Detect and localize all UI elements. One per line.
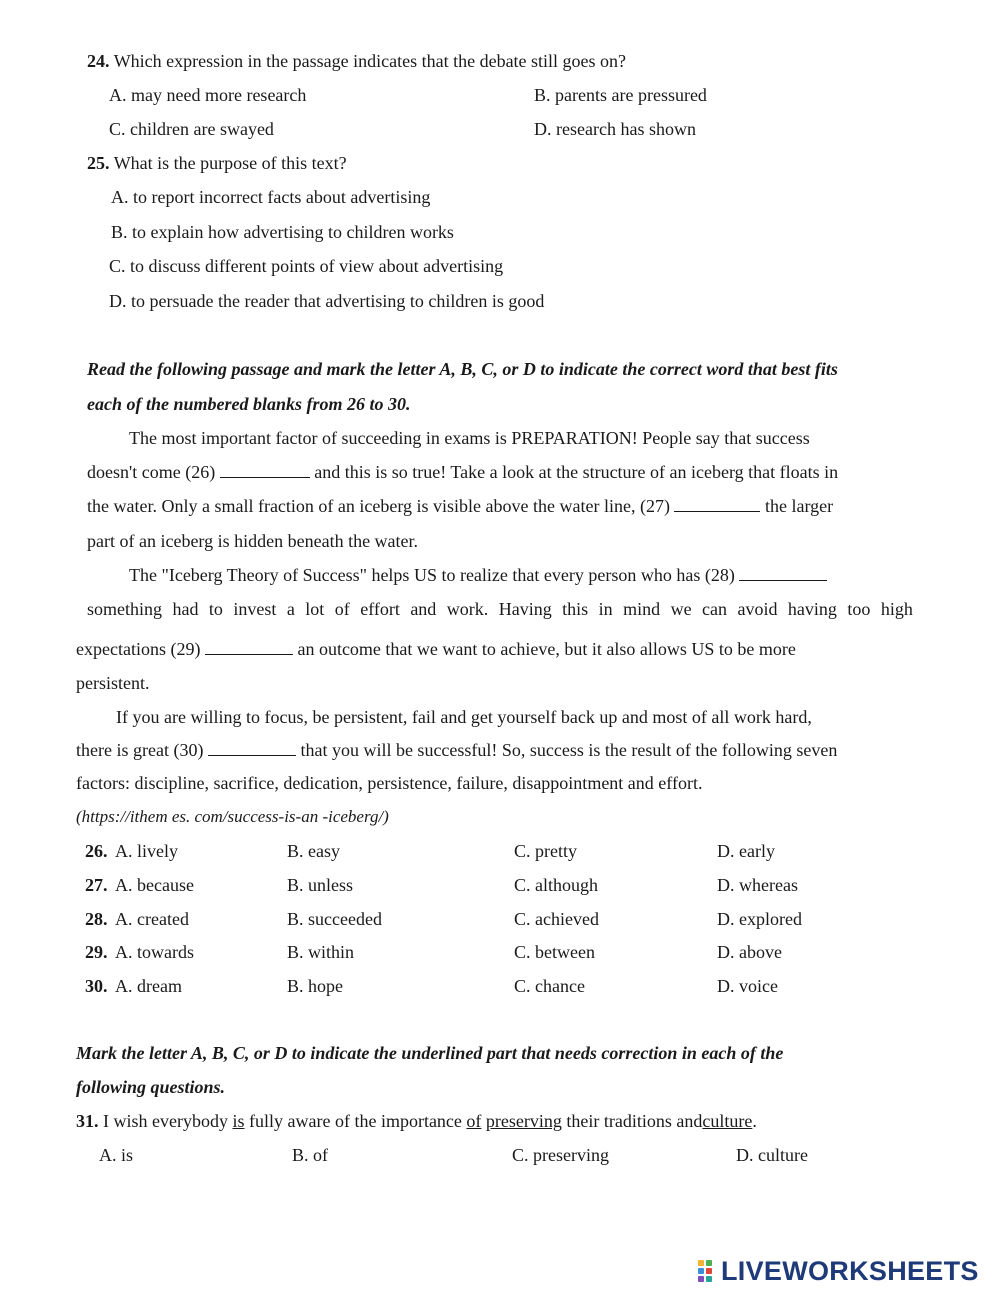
option-25-d: D. to persuade the reader that advertising to children is good: [109, 291, 545, 311]
word: this: [562, 599, 589, 619]
option-24-a: A. may need more research: [109, 85, 307, 105]
question-stem: What is the purpose of this text?: [113, 153, 347, 173]
option-31-d: D. culture: [736, 1145, 808, 1165]
word: Having: [498, 599, 552, 619]
word: had: [172, 599, 199, 619]
underlined-part-c: preserving: [485, 1111, 562, 1131]
word: something: [87, 599, 162, 619]
option-31-a: A. is: [99, 1145, 134, 1165]
option-24-c: C. children are swayed: [109, 119, 274, 139]
question-25: [87, 152, 347, 174]
source-citation: (https://ithem es. com/success-is-an -iceberg/): [76, 807, 389, 826]
question-stem: Which expression in the passage indicates that the debate still goes on?: [113, 51, 627, 71]
passage-p1-line-4: part of an iceberg is hidden beneath the water.: [87, 531, 419, 551]
answer-option-c: C. achieved: [514, 909, 599, 929]
underlined-part-b: of: [466, 1111, 482, 1131]
option-31-b: B. of: [292, 1145, 328, 1165]
answer-option-d: D. explored: [717, 909, 802, 929]
passage-p2-line-2: [87, 598, 913, 620]
word: lot: [305, 599, 325, 619]
passage-text: the larger: [764, 496, 834, 516]
answer-option-c: C. between: [514, 942, 595, 962]
answer-option-b: B. succeeded: [287, 909, 382, 929]
passage-p3-line-2: [76, 739, 837, 761]
section-3-instruction-line-1: Mark the letter A, B, C, or D to indicate the underlined part that needs correction in each of the: [76, 1043, 784, 1063]
answer-option-b: B. easy: [287, 841, 340, 861]
blank-27: [674, 495, 760, 512]
option-24-b: B. parents are pressured: [534, 85, 707, 105]
word: effort: [360, 599, 400, 619]
word: to: [208, 599, 223, 619]
section-3-instruction-line-2: following questions.: [76, 1077, 226, 1097]
passage-p3-line-3: factors: discipline, sacrifice, dedication, persistence, failure, disappointment and effort.: [76, 773, 703, 793]
answer-number: 28.: [85, 909, 108, 929]
answer-option-b: B. unless: [287, 875, 354, 895]
word: too: [847, 599, 871, 619]
liveworksheets-logo: [697, 1256, 979, 1286]
option-25-b: B. to explain how advertising to children works: [111, 222, 454, 242]
question-31: [76, 1110, 757, 1132]
question-text: fully aware of the importance: [249, 1111, 462, 1131]
passage-text: expectations (29): [76, 639, 201, 659]
passage-text: and this is so true! Take a look at the structure of an iceberg that floats in: [314, 462, 839, 482]
question-number: 25.: [87, 153, 110, 173]
passage-text: an outcome that we want to achieve, but it also allows US to be more: [297, 639, 796, 659]
passage-p3-line-1: If you are willing to focus, be persistent, fail and get yourself back up and most of all work hard,: [116, 707, 812, 727]
answer-option-d: D. above: [717, 942, 782, 962]
answer-option-a: A. lively: [115, 841, 178, 861]
answer-number: 26.: [85, 841, 108, 861]
answer-option-c: C. pretty: [514, 841, 577, 861]
underlined-part-a: is: [232, 1111, 245, 1131]
question-number: 31.: [76, 1111, 99, 1131]
answer-option-a: A. dream: [115, 976, 182, 996]
word: can: [702, 599, 728, 619]
question-number: 24.: [87, 51, 110, 71]
passage-p2-line-4: persistent.: [76, 673, 150, 693]
section-2-instruction-line-2: each of the numbered blanks from 26 to 30.: [87, 394, 411, 414]
answer-option-d: D. early: [717, 841, 775, 861]
word: avoid: [737, 599, 778, 619]
passage-text: that you will be successful! So, success is the result of the following seven: [300, 740, 838, 760]
answer-option-a: A. towards: [115, 942, 194, 962]
passage-text: the water. Only a small fraction of an iceberg is visible above the water line, (27): [87, 496, 670, 516]
answer-option-a: A. because: [115, 875, 194, 895]
word: invest: [233, 599, 277, 619]
word: and: [410, 599, 437, 619]
passage-p2-line-1: [129, 564, 827, 586]
passage-p1-line-3: [87, 495, 833, 517]
passage-p1-line-2: [87, 461, 838, 483]
answer-option-b: B. within: [287, 942, 355, 962]
option-25-a: A. to report incorrect facts about advertising: [111, 187, 431, 207]
option-24-d: D. research has shown: [534, 119, 696, 139]
underlined-part-d: culture: [702, 1111, 753, 1131]
liveworksheets-logo-icon: [697, 1259, 721, 1283]
answer-number: 29.: [85, 942, 108, 962]
answer-option-a: A. created: [115, 909, 189, 929]
word: we: [670, 599, 692, 619]
passage-text: The "Iceberg Theory of Success" helps US to realize that every person who has (28): [129, 565, 735, 585]
question-text: their traditions and: [566, 1111, 703, 1131]
word: high: [880, 599, 913, 619]
word: work.: [446, 599, 489, 619]
blank-29: [205, 638, 293, 655]
word: having: [787, 599, 837, 619]
answer-option-c: C. although: [514, 875, 598, 895]
passage-text: there is great (30): [76, 740, 204, 760]
word: mind: [623, 599, 661, 619]
answer-option-b: B. hope: [287, 976, 343, 996]
passage-text: doesn't come (26): [87, 462, 216, 482]
liveworksheets-wordmark: LIVEWORKSHEETS: [721, 1256, 979, 1286]
answer-number: 30.: [85, 976, 108, 996]
question-text: .: [752, 1111, 757, 1131]
blank-28: [739, 564, 827, 581]
word: in: [598, 599, 613, 619]
blank-26: [220, 461, 310, 478]
option-25-c: C. to discuss different points of view about advertising: [109, 256, 504, 276]
answer-option-d: D. voice: [717, 976, 778, 996]
option-31-c: C. preserving: [512, 1145, 609, 1165]
blank-30: [208, 739, 296, 756]
question-24: [87, 50, 626, 72]
passage-p1-line-1: The most important factor of succeeding in exams is PREPARATION! People say that success: [129, 428, 810, 448]
section-2-instruction-line-1: Read the following passage and mark the letter A, B, C, or D to indicate the correct word that best fits: [87, 359, 838, 379]
word: of: [334, 599, 350, 619]
passage-p2-line-3: [76, 638, 796, 660]
answer-option-c: C. chance: [514, 976, 585, 996]
answer-number: 27.: [85, 875, 108, 895]
word: a: [286, 599, 295, 619]
answer-option-d: D. whereas: [717, 875, 798, 895]
question-text: I wish everybody: [103, 1111, 228, 1131]
